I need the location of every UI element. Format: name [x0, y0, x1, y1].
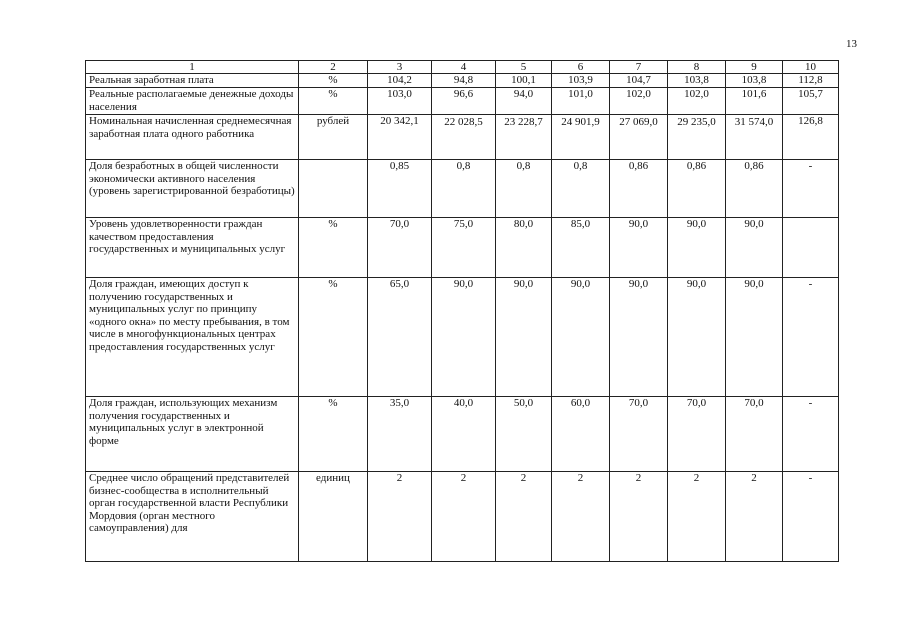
value-cell: 29 235,0 — [668, 115, 726, 160]
value-cell: 70,0 — [668, 397, 726, 472]
value-cell: 75,0 — [432, 218, 496, 278]
value-cell: 65,0 — [368, 278, 432, 397]
value-cell: 90,0 — [726, 218, 783, 278]
table-row — [86, 88, 839, 115]
header-cell: 2 — [299, 61, 368, 74]
indicator-name: Номинальная начисленная среднемесячная заработная плата одного работника — [86, 115, 299, 160]
value-cell: 0,86 — [668, 160, 726, 218]
table-row — [86, 472, 839, 562]
unit-cell: % — [299, 74, 368, 88]
table-row — [86, 278, 839, 397]
unit-cell: % — [299, 88, 368, 115]
value-cell: 90,0 — [496, 278, 552, 397]
header-cell: 5 — [496, 61, 552, 74]
value-cell: 90,0 — [610, 278, 668, 397]
value-cell: 112,8 — [783, 74, 839, 88]
value-cell: 35,0 — [368, 397, 432, 472]
table-row — [86, 115, 839, 160]
value-cell: 50,0 — [496, 397, 552, 472]
unit-cell: % — [299, 278, 368, 397]
indicator-name: Среднее число обращений представителей бизнес-сообщества в исполнительный орган государственной власти Республики Мордовия (орган местного самоуправления) для — [86, 472, 299, 562]
value-cell: 23 228,7 — [496, 115, 552, 160]
header-cell: 7 — [610, 61, 668, 74]
header-cell: 8 — [668, 61, 726, 74]
value-cell: - — [783, 472, 839, 562]
value-cell: 2 — [610, 472, 668, 562]
header-cell: 10 — [783, 61, 839, 74]
value-cell: 103,8 — [726, 74, 783, 88]
indicator-name: Уровень удовлетворенности граждан качеством предоставления государственных и муниципальных услуг — [86, 218, 299, 278]
value-cell: - — [783, 397, 839, 472]
value-cell: 101,6 — [726, 88, 783, 115]
header-cell: 3 — [368, 61, 432, 74]
value-cell: 0,8 — [496, 160, 552, 218]
value-cell: 90,0 — [610, 218, 668, 278]
value-cell: 24 901,9 — [552, 115, 610, 160]
value-cell: 90,0 — [726, 278, 783, 397]
value-cell: 102,0 — [610, 88, 668, 115]
table-row — [86, 397, 839, 472]
value-cell: 104,7 — [610, 74, 668, 88]
value-cell: 2 — [496, 472, 552, 562]
value-cell: - — [783, 278, 839, 397]
header-cell: 6 — [552, 61, 610, 74]
value-cell: 27 069,0 — [610, 115, 668, 160]
value-cell: 90,0 — [668, 278, 726, 397]
value-cell: 0,86 — [610, 160, 668, 218]
value-cell: 90,0 — [668, 218, 726, 278]
value-cell: 70,0 — [610, 397, 668, 472]
value-cell: 2 — [726, 472, 783, 562]
value-cell: 0,86 — [726, 160, 783, 218]
value-cell: 100,1 — [496, 74, 552, 88]
table-row — [86, 218, 839, 278]
unit-cell — [299, 160, 368, 218]
table-row — [86, 74, 839, 88]
indicator-name: Реальная заработная плата — [86, 74, 299, 88]
value-cell: 0,8 — [432, 160, 496, 218]
value-cell: 94,8 — [432, 74, 496, 88]
value-cell: 96,6 — [432, 88, 496, 115]
value-cell: 94,0 — [496, 88, 552, 115]
value-cell: 102,0 — [668, 88, 726, 115]
header-cell: 9 — [726, 61, 783, 74]
value-cell: 60,0 — [552, 397, 610, 472]
value-cell: 0,85 — [368, 160, 432, 218]
value-cell: 70,0 — [368, 218, 432, 278]
value-cell: 85,0 — [552, 218, 610, 278]
value-cell: 104,2 — [368, 74, 432, 88]
value-cell: 20 342,1 — [368, 115, 432, 160]
unit-cell: % — [299, 218, 368, 278]
indicator-name: Доля безработных в общей численности экономически активного населения (уровень зарегистрированной безработицы) — [86, 160, 299, 218]
value-cell: 70,0 — [726, 397, 783, 472]
value-cell: 80,0 — [496, 218, 552, 278]
value-cell: 40,0 — [432, 397, 496, 472]
value-cell: 103,8 — [668, 74, 726, 88]
value-cell: 90,0 — [552, 278, 610, 397]
value-cell: 2 — [668, 472, 726, 562]
indicator-name: Доля граждан, использующих механизм получения государственных и муниципальных услуг в электронной форме — [86, 397, 299, 472]
header-cell: 1 — [86, 61, 299, 74]
table-header-row — [86, 61, 839, 74]
value-cell: 103,9 — [552, 74, 610, 88]
unit-cell: % — [299, 397, 368, 472]
unit-cell: единиц — [299, 472, 368, 562]
value-cell: 31 574,0 — [726, 115, 783, 160]
value-cell: 90,0 — [432, 278, 496, 397]
value-cell: 101,0 — [552, 88, 610, 115]
value-cell: 105,7 — [783, 88, 839, 115]
value-cell: 2 — [552, 472, 610, 562]
indicators-table — [85, 60, 839, 562]
value-cell: 103,0 — [368, 88, 432, 115]
value-cell: 2 — [368, 472, 432, 562]
value-cell: - — [783, 160, 839, 218]
page-number: 13 — [846, 38, 857, 50]
table-row — [86, 160, 839, 218]
header-cell: 4 — [432, 61, 496, 74]
value-cell: 2 — [432, 472, 496, 562]
indicator-name: Доля граждан, имеющих доступ к получению государственных и муниципальных услуг по принципу «одного окна» по месту пребывания, в том числе в многофункциональных центрах предоставления государственных услуг — [86, 278, 299, 397]
indicator-name: Реальные располагаемые денежные доходы населения — [86, 88, 299, 115]
value-cell: 0,8 — [552, 160, 610, 218]
value-cell: 22 028,5 — [432, 115, 496, 160]
value-cell: 126,8 — [783, 115, 839, 160]
value-cell — [783, 218, 839, 278]
unit-cell: рублей — [299, 115, 368, 160]
